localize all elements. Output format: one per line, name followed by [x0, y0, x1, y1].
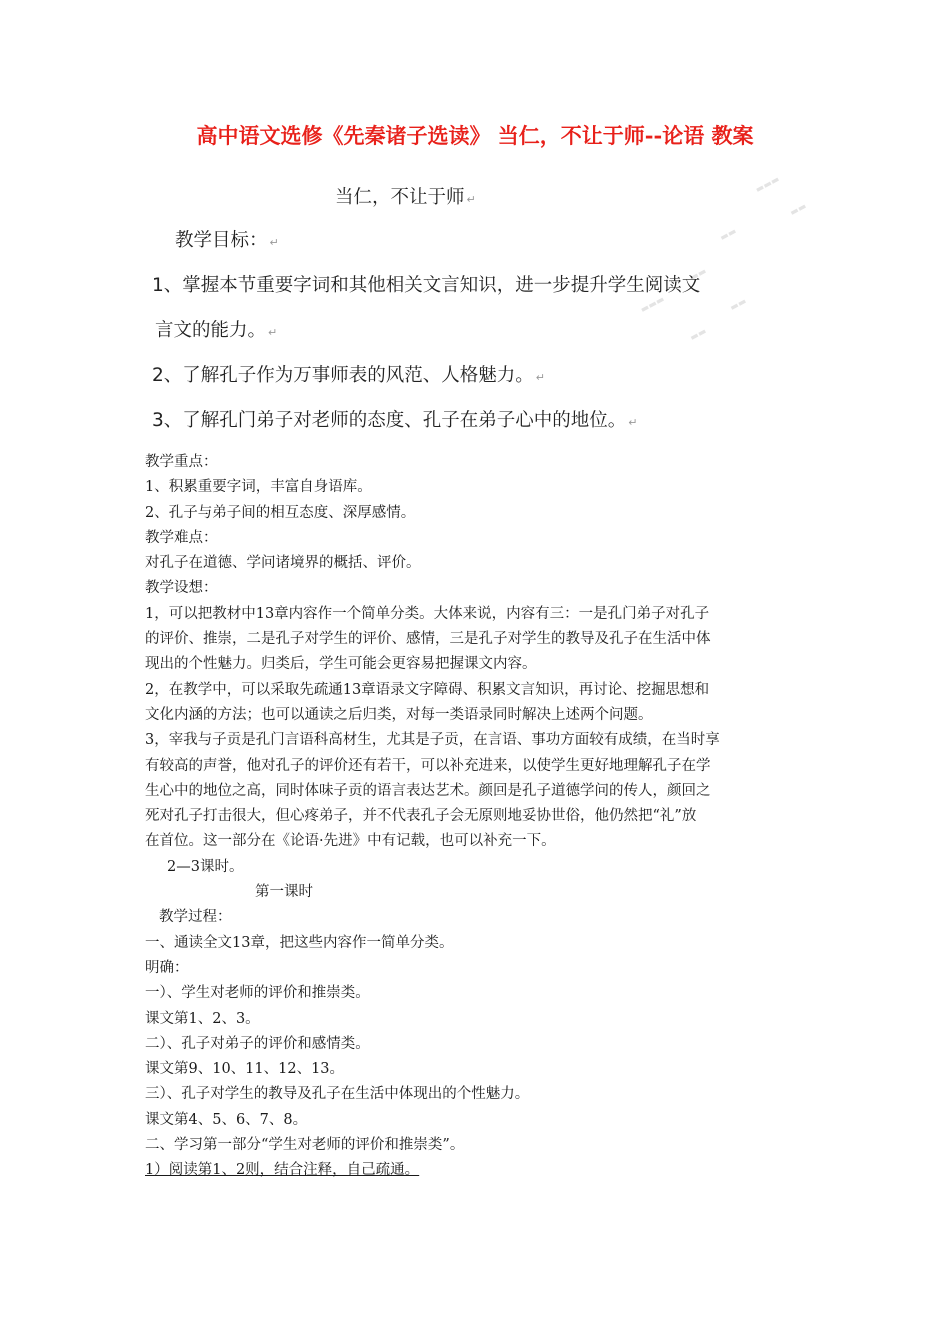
- body-line: 死对孔子打击很大，但心疼弟子，并不代表孔子会无原则地妥协世俗，他仍然把“礼”放: [145, 808, 697, 825]
- watermark-mark: ▬▬▬: [754, 174, 782, 196]
- objective-item: 1、掌握本节重要字词和其他相关文言知识，进一步提升学生阅读文: [152, 275, 701, 296]
- body-line: 1，可以把教材中13章内容作一个简单分类。大体来说，内容有三：一是孔门弟子对孔子: [145, 605, 710, 622]
- body-line: 的评价、推崇，二是孔子对学生的评价、感情，三是孔子对学生的教导及孔子在生活中体: [145, 631, 711, 648]
- body-line: 二、学习第一部分“学生对老师的评价和推崇类”。: [145, 1137, 465, 1154]
- paragraph-mark: ↵: [269, 236, 279, 249]
- body-line: 明确：: [145, 959, 189, 976]
- body-line: 1、积累重要字词，丰富自身语库。: [145, 479, 372, 496]
- body-line: 1）阅读第1、2则，结合注释，自己疏通。: [145, 1162, 420, 1179]
- watermark-mark: ▬▬: [688, 326, 709, 344]
- watermark-mark: ▬▬▬: [639, 294, 667, 316]
- body-line: 三）、孔子对学生的教导及孔子在生活中体现出的个性魅力。: [145, 1086, 530, 1103]
- objectives-heading: [175, 226, 279, 252]
- watermark-mark: ▬▬: [788, 201, 809, 219]
- section-heading: 教学重点：: [145, 454, 218, 470]
- body-line: 一、通读全文13章，把这些内容作一简单分类。: [145, 934, 454, 951]
- body-line: 课文第4、5、6、7、8。: [145, 1111, 308, 1128]
- objective-item: [152, 406, 638, 432]
- body-line: 2，在教学中，可以采取先疏通13章语录文字障碍、积累文言知识，再讨论、挖掘思想和: [145, 681, 710, 698]
- section-heading: 教学过程：: [159, 909, 232, 926]
- objectives-heading-text: 教学目标：: [175, 230, 268, 251]
- objective-item-text: 2、了解孔子作为万事师表的风范、人格魅力。: [152, 365, 534, 386]
- objective-item: [152, 361, 545, 387]
- body-line: 生心中的地位之高，同时体味子贡的语言表达艺术。颜回是孔子道德学问的传人，颜回之: [145, 782, 711, 799]
- paragraph-mark: ↵: [268, 326, 278, 339]
- document-body: [145, 450, 815, 1184]
- body-line: 课文第1、2、3。: [145, 1010, 260, 1027]
- objective-item-text: 言文的能力。: [155, 320, 267, 341]
- body-line: 对孔子在道德、学问诸境界的概括、评价。: [145, 555, 421, 572]
- body-line: 课文第9、10、11、12、13。: [145, 1061, 345, 1078]
- body-line: 2、孔子与弟子间的相互态度、深厚感情。: [145, 504, 416, 521]
- section-heading: 教学难点：: [145, 529, 218, 546]
- watermark-mark: ▬▬: [688, 266, 709, 284]
- body-line: 一）、学生对老师的评价和推崇类。: [145, 985, 370, 1002]
- document-title: 高中语文选修《先秦诸子选读》 当仁，不让于师--论语 教案: [196, 123, 754, 148]
- objective-item-text: 3、了解孔门弟子对老师的态度、孔子在弟子心中的地位。: [152, 410, 627, 431]
- watermark-mark: ▬▬: [728, 296, 749, 314]
- watermark-mark: ▬▬: [718, 226, 739, 244]
- subtitle-text: 当仁，不让于师: [335, 187, 465, 208]
- body-line: 二）、孔子对弟子的评价和感情类。: [145, 1035, 370, 1052]
- objective-item: [155, 316, 277, 342]
- section-heading: 第一课时: [255, 884, 313, 901]
- paragraph-mark: ↵: [535, 371, 545, 384]
- body-line: 文化内涵的方法；也可以通读之后归类，对每一类语录同时解决上述两个问题。: [145, 706, 653, 723]
- paragraph-mark: ↵: [628, 416, 638, 429]
- subtitle: [335, 183, 476, 209]
- body-line: 现出的个性魅力。归类后，学生可能会更容易把握课文内容。: [145, 656, 537, 673]
- body-line: 2—3课时。: [167, 858, 244, 875]
- paragraph-mark: ↵: [466, 193, 476, 206]
- body-line: 在首位。这一部分在《论语·先进》中有记载，也可以补充一下。: [145, 833, 556, 850]
- body-line: 3，宰我与子贡是孔门言语科高材生，尤其是子贡，在言语、事功方面较有成绩，在当时享: [145, 732, 720, 749]
- section-heading: 教学设想：: [145, 580, 218, 597]
- body-line: 有较高的声誉，他对孔子的评价还有若干，可以补充进来，以使学生更好地理解孔子在学: [145, 757, 711, 774]
